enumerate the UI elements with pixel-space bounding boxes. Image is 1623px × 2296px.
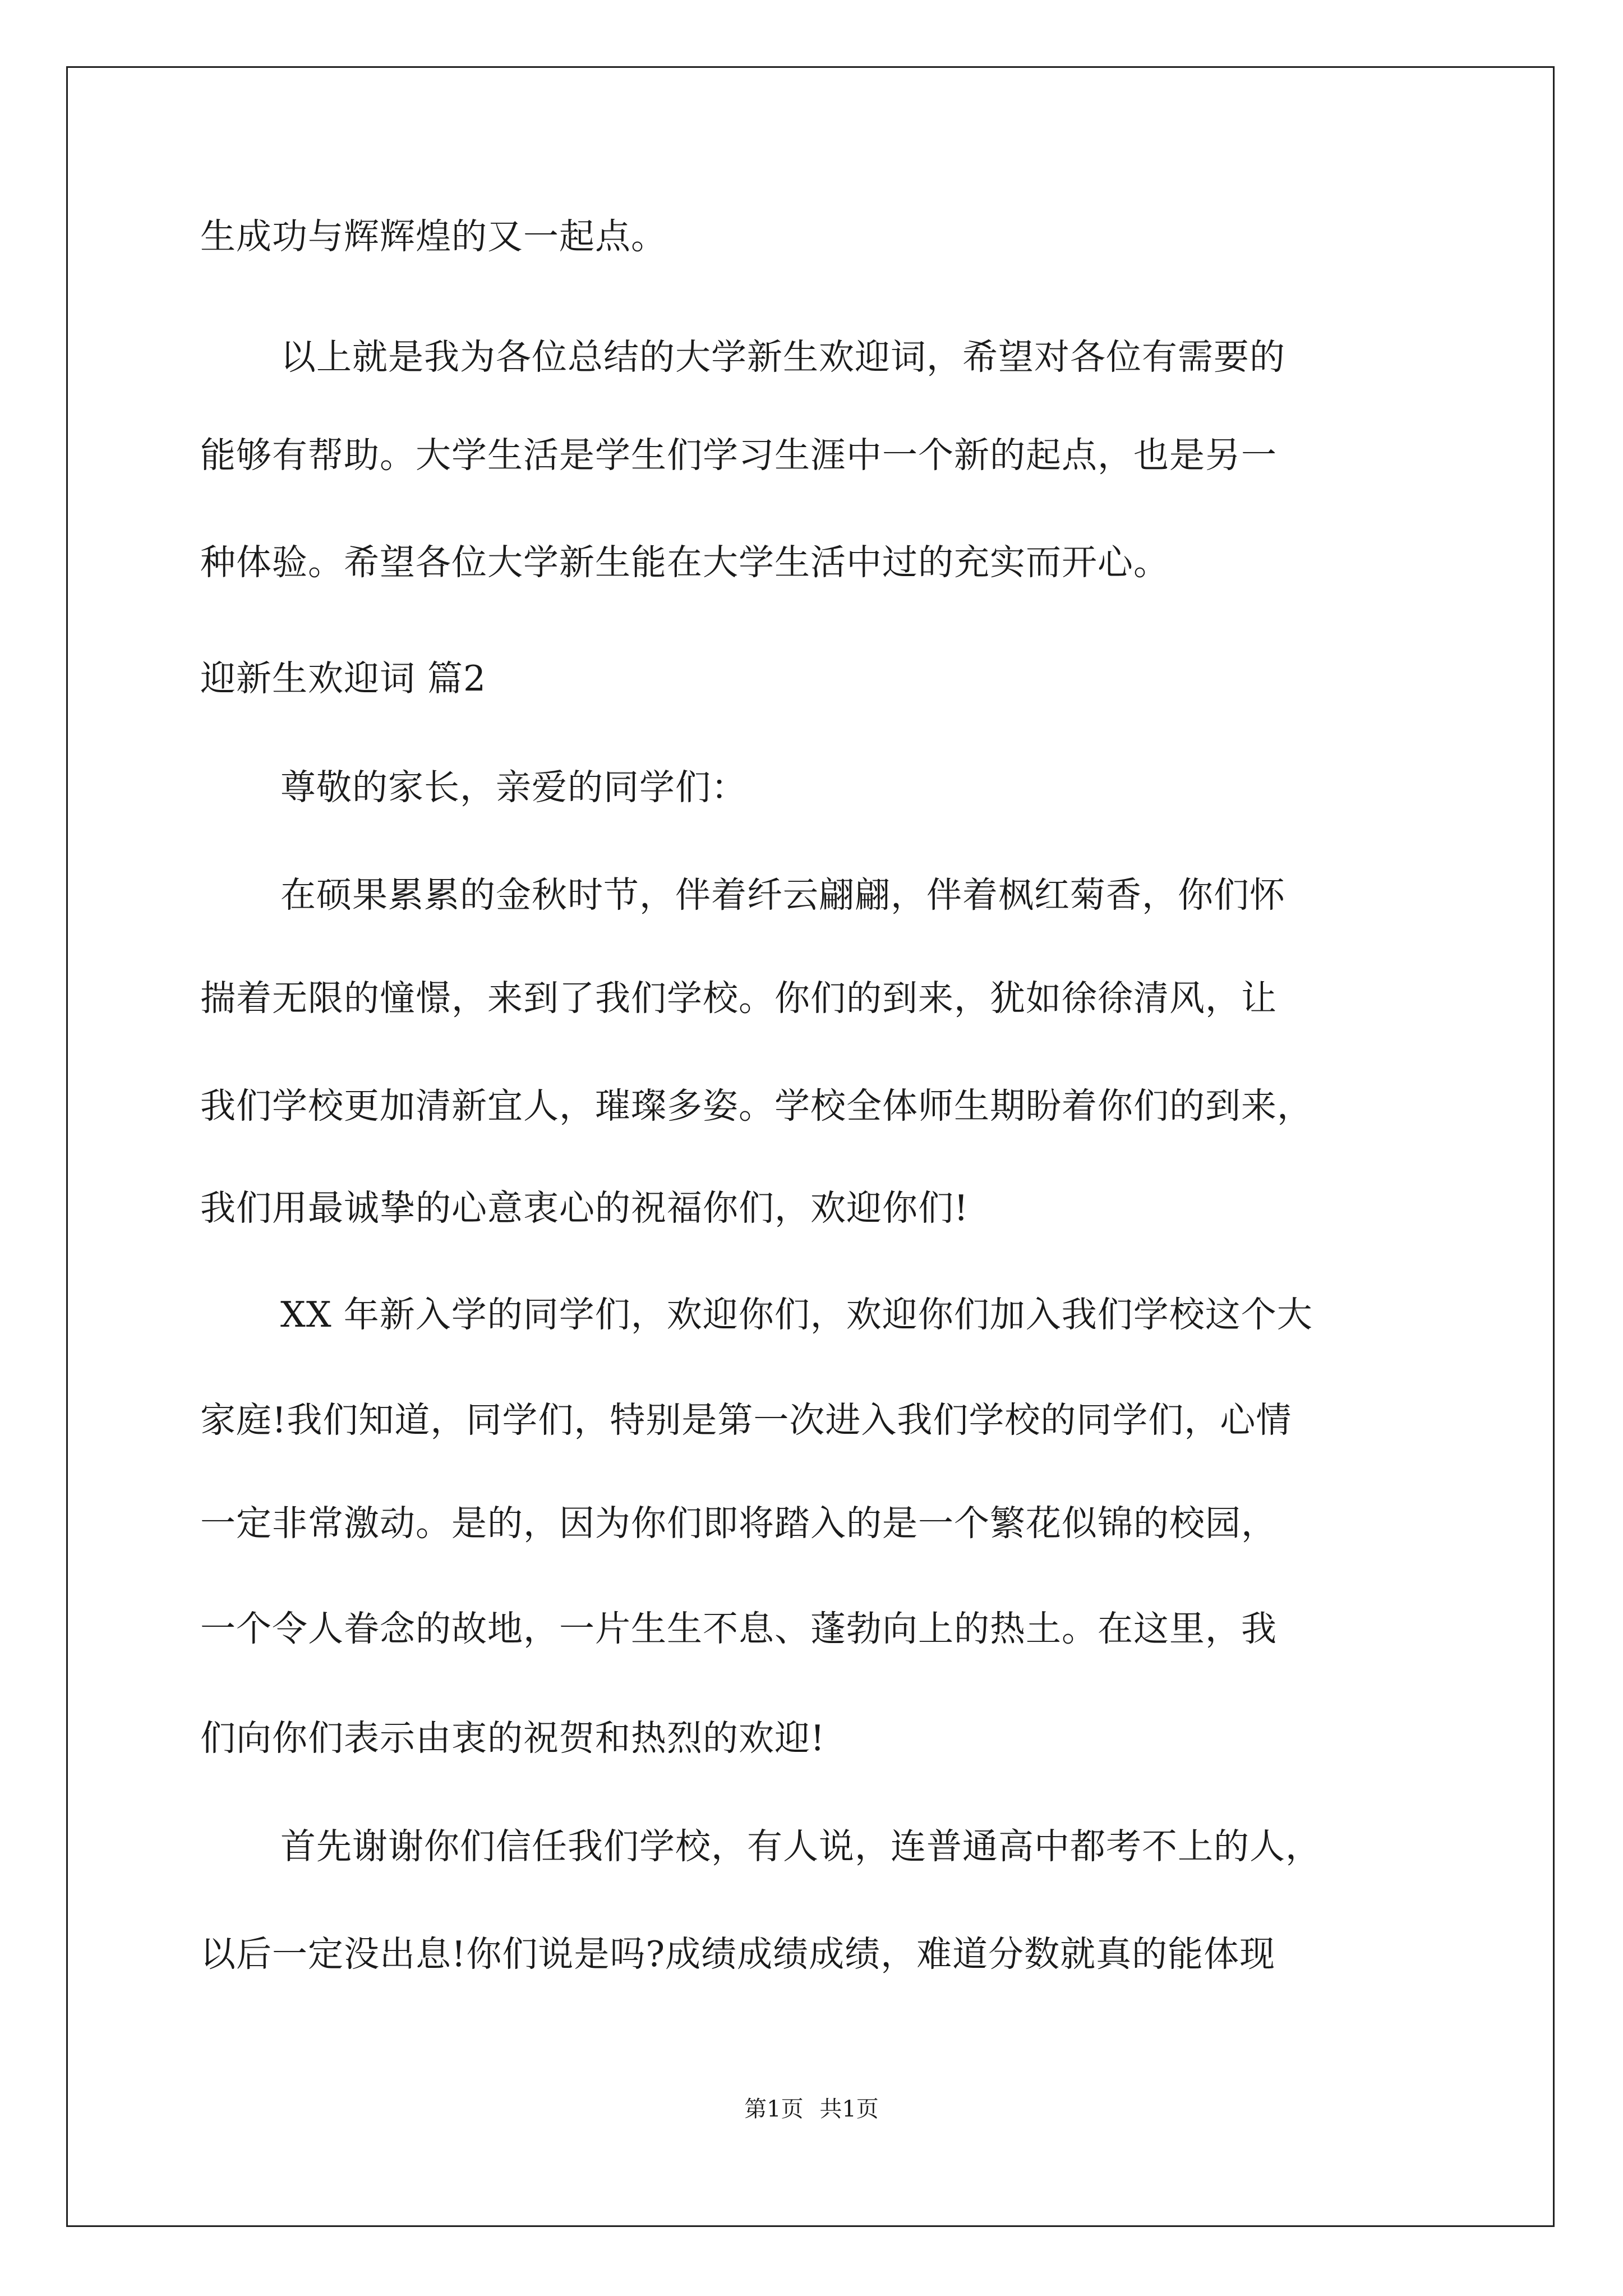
paragraph-line: 一个令人眷念的故地，一片生生不息、蓬勃向上的热土。在这里，我 (200, 1608, 1277, 1649)
paragraph-line: 种体验。希望各位大学新生能在大学生活中过的充实而开心。 (200, 542, 1169, 583)
paragraph-line: 生成功与辉辉煌的又一起点。 (200, 216, 667, 257)
section-heading: 迎新生欢迎词 篇2 (200, 658, 487, 699)
salutation: 尊敬的家长，亲爱的同学们： (280, 767, 747, 808)
paragraph-line: 们向你们表示由衷的祝贺和热烈的欢迎! (200, 1718, 826, 1759)
paragraph-line: 揣着无限的憧憬，来到了我们学校。你们的到来，犹如徐徐清风，让 (200, 978, 1277, 1019)
page-footer (0, 2091, 1623, 2123)
paragraph-line: 首先谢谢你们信任我们学校，有人说，连普通高中都考不上的人， (280, 1826, 1321, 1867)
page-total: 共1页 (819, 2096, 879, 2122)
paragraph-line: XX 年新入学的同学们，欢迎你们，欢迎你们加入我们学校这个大 (280, 1294, 1313, 1335)
paragraph-line: 以上就是我为各位总结的大学新生欢迎词，希望对各位有需要的 (280, 337, 1285, 378)
page-number: 第1页 (744, 2096, 804, 2122)
paragraph-line: 一定非常激动。是的，因为你们即将踏入的是一个繁花似锦的校园， (200, 1503, 1277, 1544)
paragraph-line: 我们学校更加清新宜人，璀璨多姿。学校全体师生期盼着你们的到来， (200, 1085, 1313, 1126)
page-border (66, 66, 1555, 2227)
paragraph-line: 在硕果累累的金秋时节，伴着纤云翩翩，伴着枫红菊香，你们怀 (280, 875, 1285, 915)
paragraph-line: 能够有帮助。大学生活是学生们学习生涯中一个新的起点，也是另一 (200, 435, 1277, 476)
paragraph-line: 家庭!我们知道，同学们，特别是第一次进入我们学校的同学们，心情 (200, 1400, 1292, 1441)
paragraph-line: 我们用最诚挚的心意衷心的祝福你们，欢迎你们! (200, 1188, 969, 1228)
paragraph-line: 以后一定没出息!你们说是吗?成绩成绩成绩，难道分数就真的能体现 (200, 1934, 1276, 1975)
